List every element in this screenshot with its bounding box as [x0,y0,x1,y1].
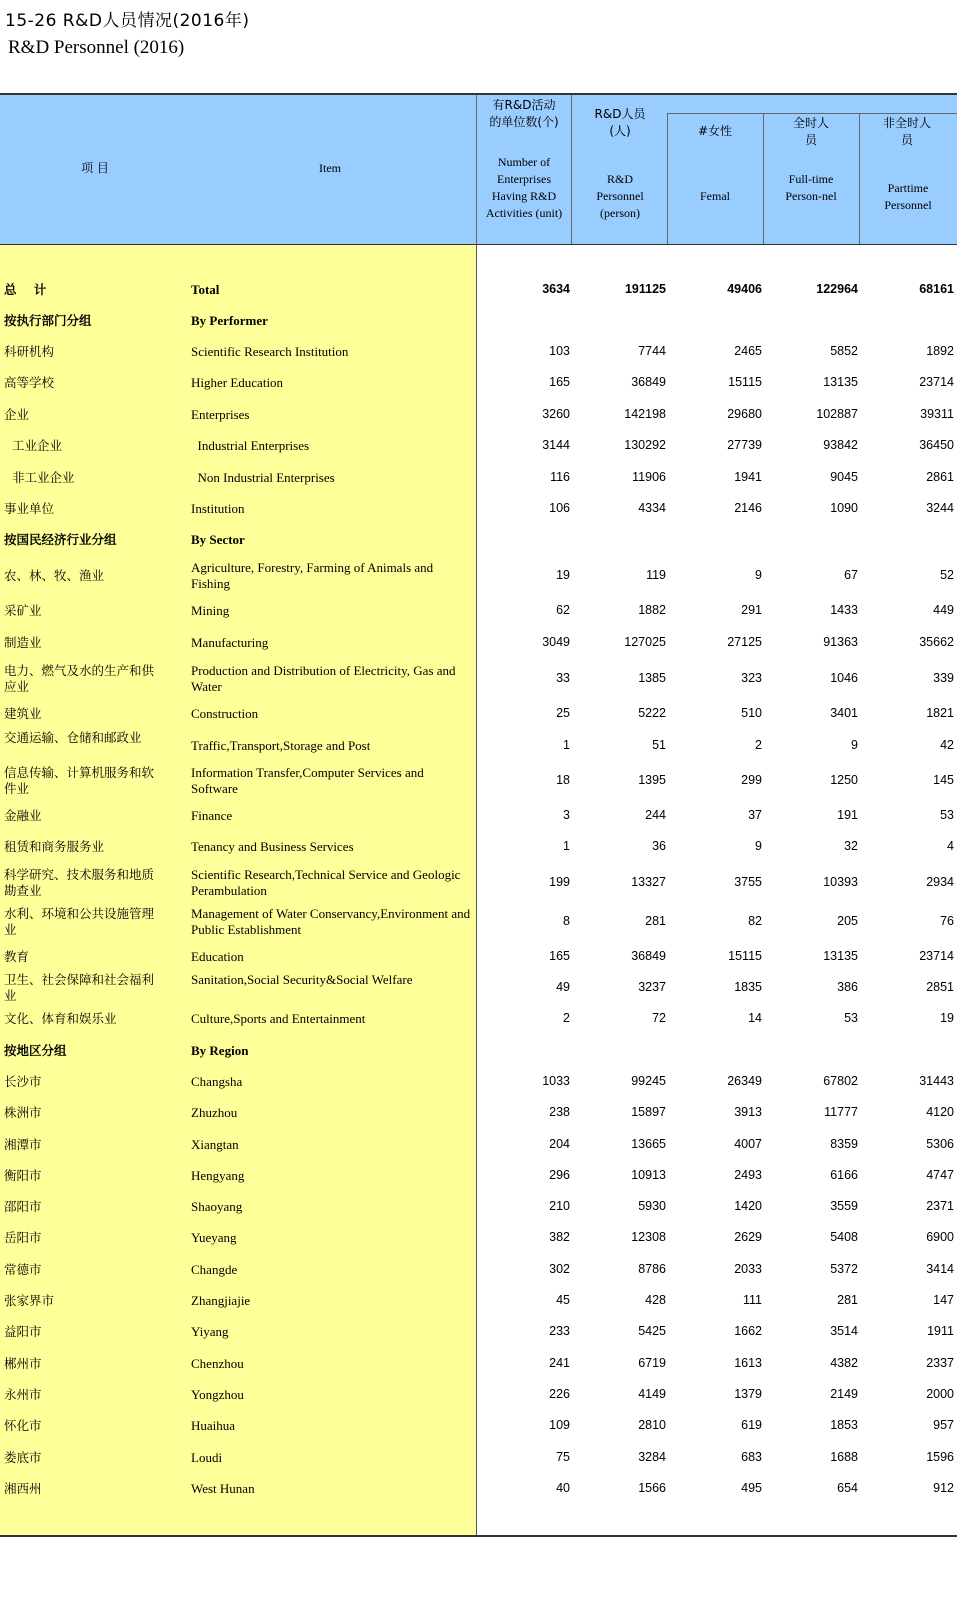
row-label-en: Information Transfer,Computer Services and Software [191,765,424,796]
value-cell: 2000 [926,1387,954,1401]
row-label-en: Enterprises [191,407,250,422]
value-cell: 109 [549,1418,570,1432]
value-cell: 6166 [830,1168,858,1182]
row-label-en: Agriculture, Forestry, Farming of Animals and Fishing [191,560,434,591]
row-label-en: Shaoyang [191,1199,243,1214]
value-cell: 210 [549,1199,570,1213]
row-label-en: Loudi [191,1450,223,1465]
value-cell: 11777 [824,1105,858,1119]
row-label-en: West Hunan [191,1481,255,1496]
value-cell: 4382 [830,1356,858,1370]
value-cell: 102887 [816,407,858,421]
value-cell: 75 [556,1450,570,1464]
value-cell: 1420 [734,1199,762,1213]
value-cell: 1395 [638,773,666,787]
row-label-en: Zhangjiajie [191,1293,251,1308]
value-cell: 5425 [638,1324,666,1338]
value-cell: 299 [741,773,762,787]
value-cell: 8786 [638,1262,666,1276]
value-cell: 18 [556,773,570,787]
value-cell: 36450 [919,438,954,452]
header-col1-en: Number of Enterprises Having R&D Activities (unit) [485,155,563,220]
value-cell: 99245 [631,1074,666,1088]
value-cell: 142198 [624,407,666,421]
value-cell: 204 [549,1137,570,1151]
row-label-en: Changde [191,1262,238,1277]
value-cell: 2851 [926,980,954,994]
value-cell: 1688 [830,1450,858,1464]
value-cell: 15115 [728,949,762,963]
value-cell: 281 [645,914,666,928]
row-label-cn: 高等学校 [4,375,55,390]
value-cell: 1046 [830,671,858,685]
value-cell: 1613 [734,1356,762,1370]
row-label-cn: 电力、燃气及水的生产和供应业 [4,663,155,694]
row-label-en: Tenancy and Business Services [191,839,354,854]
value-cell: 3049 [542,635,570,649]
row-label-cn: 采矿业 [4,603,42,618]
value-cell: 3244 [926,501,954,515]
value-cell: 13665 [631,1137,666,1151]
value-cell: 36 [652,839,666,853]
row-label-en: Xiangtan [191,1137,239,1152]
value-cell: 51 [652,738,666,752]
value-cell: 9 [755,568,762,582]
value-cell: 145 [933,773,954,787]
value-cell: 233 [549,1324,570,1338]
row-label-en: Yueyang [191,1230,237,1245]
row-label-en: Construction [191,706,259,721]
value-cell: 1433 [830,603,858,617]
value-cell: 2 [563,1011,570,1025]
value-cell: 3 [563,808,570,822]
row-label-en: Institution [191,501,245,516]
row-label-cn: 金融业 [4,808,42,823]
row-label-cn: 按国民经济行业分组 [4,532,117,547]
value-cell: 23714 [919,375,954,389]
value-cell: 9 [851,738,858,752]
value-cell: 13135 [823,375,858,389]
value-cell: 4007 [734,1137,762,1151]
value-cell: 4 [947,839,954,853]
value-cell: 323 [741,671,762,685]
value-cell: 4747 [926,1168,954,1182]
value-cell: 13135 [823,949,858,963]
row-label-cn: 制造业 [4,635,42,650]
value-cell: 4334 [638,501,666,515]
row-label-en: Total [191,282,220,297]
value-cell: 2629 [734,1230,762,1244]
value-cell: 19 [940,1011,954,1025]
value-cell: 53 [940,808,954,822]
row-label-en: Scientific Research Institution [191,344,349,359]
value-cell: 53 [844,1011,858,1025]
value-cell: 1379 [734,1387,762,1401]
header-col5-cn: 非全时人 员 [882,116,931,147]
row-label-en: Higher Education [191,375,284,390]
value-cell: 683 [741,1450,762,1464]
value-cell: 6719 [638,1356,666,1370]
value-cell: 654 [837,1481,858,1495]
row-label-cn: 租赁和商务服务业 [4,839,105,854]
header-col4-en: Full-time Person-nel [785,172,837,203]
value-cell: 2465 [734,344,762,358]
header-col3-cn: #女性 [697,124,733,138]
row-label-en: Management of Water Conservancy,Environment and Public Establishment [191,906,471,937]
value-cell: 2371 [926,1199,954,1213]
value-cell: 14 [748,1011,762,1025]
value-cell: 82 [748,914,762,928]
value-cell: 33 [556,671,570,685]
value-cell: 36849 [631,949,666,963]
row-label-en: Non Industrial Enterprises [191,470,335,485]
value-cell: 25 [556,706,570,720]
value-cell: 3559 [830,1199,858,1213]
value-cell: 2861 [926,470,954,484]
value-cell: 5372 [830,1262,858,1276]
row-label-cn: 岳阳市 [4,1230,42,1245]
row-label-en: Yongzhou [191,1387,244,1402]
value-cell: 2149 [830,1387,858,1401]
value-cell: 2033 [734,1262,762,1276]
value-cell: 31443 [919,1074,954,1088]
value-cell: 49 [556,980,570,994]
value-cell: 23714 [919,949,954,963]
row-label-cn: 按地区分组 [4,1043,67,1058]
value-cell: 4149 [638,1387,666,1401]
row-label-cn: 湘潭市 [4,1137,42,1152]
row-label-en: Production and Distribution of Electricity, Gas and Water [191,663,456,694]
value-cell: 19 [556,568,570,582]
header-col3-en: Femal [700,189,730,203]
value-cell: 8 [563,914,570,928]
value-cell: 68161 [919,282,954,296]
value-cell: 106 [549,501,570,515]
value-cell: 1911 [927,1324,954,1338]
value-cell: 1596 [926,1450,954,1464]
value-cell: 3260 [542,407,570,421]
value-cell: 119 [646,568,666,582]
value-cell: 62 [556,603,570,617]
value-cell: 72 [652,1011,666,1025]
row-label-cn: 张家界市 [4,1293,55,1308]
value-cell: 27739 [727,438,762,452]
value-cell: 1892 [926,344,954,358]
row-label-en: Sanitation,Social Security&Social Welfare [191,972,413,987]
row-label-cn: 信息传输、计算机服务和软件业 [4,765,155,796]
value-cell: 3634 [542,282,570,296]
row-label-en: Culture,Sports and Entertainment [191,1011,366,1026]
value-cell: 957 [933,1418,954,1432]
table-header [0,95,957,244]
value-cell: 2934 [926,875,954,889]
row-label-cn: 建筑业 [4,706,42,721]
value-cell: 302 [549,1262,570,1276]
value-cell: 244 [645,808,666,822]
row-label-cn: 株洲市 [4,1105,42,1120]
row-label-en: Traffic,Transport,Storage and Post [191,738,371,753]
row-label-cn: 科学研究、技术服务和地质勘查业 [4,867,155,898]
value-cell: 103 [549,344,570,358]
value-cell: 91363 [823,635,858,649]
row-label-cn: 郴州市 [4,1356,42,1371]
value-cell: 165 [549,949,570,963]
value-cell: 2 [755,738,762,752]
table-bottom-rule [0,1535,957,1537]
row-label-en: Finance [191,808,233,823]
value-cell: 2493 [734,1168,762,1182]
value-cell: 165 [549,375,570,389]
header-item-cn: 项 目 [81,161,109,175]
row-label-cn: 非工业企业 [4,470,75,485]
row-label-cn: 按执行部门分组 [4,313,92,328]
value-cell: 205 [837,914,858,928]
value-cell: 49406 [727,282,762,296]
value-cell: 10393 [823,875,858,889]
row-label-cn: 农、林、牧、渔业 [4,568,105,583]
row-label-cn: 衡阳市 [4,1168,42,1183]
row-label-cn: 常德市 [4,1262,42,1277]
row-label-cn: 交通运输、仓储和邮政业 [4,730,142,745]
value-cell: 11906 [632,470,666,484]
row-label-en: Zhuzhou [191,1105,238,1120]
value-cell: 116 [550,470,570,484]
value-cell: 5306 [926,1137,954,1151]
row-label-en: Changsha [191,1074,243,1089]
value-cell: 111 [742,1293,762,1307]
value-cell: 10913 [631,1168,666,1182]
value-cell: 3913 [734,1105,762,1119]
row-label-en: Industrial Enterprises [191,438,310,453]
value-cell: 26349 [727,1074,762,1088]
row-label-en: Education [191,949,244,964]
row-label-en: Huaihua [191,1418,236,1433]
table-title-cn: 15-26 R&D人员情况(2016年) [5,11,250,31]
header-col5-en: Parttime Personnel [884,181,932,212]
row-label-en: Scientific Research,Technical Service and Geologic Perambulation [191,867,461,898]
value-cell: 9045 [830,470,858,484]
value-cell: 241 [549,1356,570,1370]
row-label-cn: 总 计 [4,282,47,297]
row-label-cn: 湘西州 [4,1481,42,1496]
value-cell: 13327 [631,875,666,889]
value-cell: 1853 [830,1418,858,1432]
value-cell: 15897 [631,1105,666,1119]
header-col1-cn: 有R&D活动的单位数(个) [489,98,559,129]
value-cell: 912 [933,1481,954,1495]
value-cell: 67 [844,568,858,582]
header-col2-en: R&D Personnel (person) [596,172,644,220]
value-cell: 4120 [926,1105,954,1119]
row-label-cn: 事业单位 [4,501,55,516]
value-cell: 1662 [734,1324,762,1338]
row-label-cn: 卫生、社会保障和社会福利业 [4,972,155,1003]
value-cell: 386 [837,980,858,994]
row-label-cn: 娄底市 [4,1450,42,1465]
value-cell: 1941 [734,470,762,484]
row-label-en: By Sector [191,532,245,547]
row-label-en: By Region [191,1043,249,1058]
value-cell: 12308 [631,1230,666,1244]
value-cell: 2337 [926,1356,954,1370]
value-cell: 37 [748,808,762,822]
row-label-cn: 科研机构 [4,344,55,359]
value-cell: 29680 [727,407,762,421]
value-cell: 93842 [823,438,858,452]
value-cell: 7744 [638,344,666,358]
value-cell: 428 [645,1293,666,1307]
row-label-cn: 怀化市 [4,1418,42,1433]
row-label-cn: 工业企业 [4,438,62,453]
value-cell: 226 [549,1387,570,1401]
value-cell: 382 [549,1230,570,1244]
value-cell: 27125 [727,635,762,649]
value-cell: 1821 [926,706,954,720]
value-cell: 130292 [624,438,666,452]
table-title-en: R&D Personnel (2016) [8,37,185,58]
value-cell: 495 [741,1481,762,1495]
value-cell: 199 [549,875,570,889]
row-label-en: Hengyang [191,1168,245,1183]
row-label-en: By Performer [191,313,268,328]
value-cell: 5930 [638,1199,666,1213]
value-cell: 39311 [920,407,954,421]
row-label-en: Yiyang [191,1324,229,1339]
value-cell: 147 [933,1293,954,1307]
value-cell: 52 [940,568,954,582]
value-cell: 1566 [638,1481,666,1495]
value-cell: 40 [556,1481,570,1495]
value-cell: 3401 [830,706,858,720]
value-cell: 3514 [830,1324,858,1338]
value-cell: 291 [741,603,762,617]
value-cell: 3414 [926,1262,954,1276]
row-label-cn: 企业 [4,407,30,422]
value-cell: 1385 [638,671,666,685]
value-cell: 9 [755,839,762,853]
value-cell: 8359 [830,1137,858,1151]
value-cell: 3755 [734,875,762,889]
row-label-cn: 永州市 [4,1387,42,1402]
row-label-cn: 邵阳市 [4,1199,42,1214]
value-cell: 2146 [734,501,762,515]
value-cell: 67802 [823,1074,858,1088]
column-separator [476,245,477,1535]
row-label-cn: 长沙市 [4,1074,42,1089]
value-cell: 296 [549,1168,570,1182]
value-cell: 15115 [728,375,762,389]
value-cell: 1 [563,738,570,752]
value-cell: 32 [844,839,858,853]
row-label-cn: 教育 [4,949,30,964]
value-cell: 1882 [638,603,666,617]
value-cell: 3144 [542,438,570,452]
value-cell: 510 [741,706,762,720]
row-label-en: Manufacturing [191,635,269,650]
value-cell: 619 [741,1418,762,1432]
value-cell: 1835 [734,980,762,994]
value-cell: 122964 [816,282,858,296]
header-item-en: Item [319,161,341,175]
value-cell: 5222 [638,706,666,720]
value-cell: 1033 [542,1074,570,1088]
row-label-cn: 文化、体育和娱乐业 [4,1011,117,1026]
row-label-en: Chenzhou [191,1356,244,1371]
value-cell: 76 [940,914,954,928]
value-cell: 1090 [830,501,858,515]
value-cell: 191125 [624,282,666,296]
value-cell: 339 [933,671,954,685]
value-cell: 281 [837,1293,858,1307]
row-label-cn: 水利、环境和公共设施管理业 [4,906,155,937]
value-cell: 45 [556,1293,570,1307]
value-cell: 238 [549,1105,570,1119]
value-cell: 5852 [830,344,858,358]
value-cell: 3237 [638,980,666,994]
value-cell: 1 [563,839,570,853]
row-label-cn: 益阳市 [4,1324,42,1339]
value-cell: 1250 [830,773,858,787]
value-cell: 127025 [624,635,666,649]
value-cell: 191 [837,808,858,822]
header-col2-cn: R&D人员(人) [594,107,646,138]
value-cell: 36849 [631,375,666,389]
value-cell: 42 [940,738,954,752]
value-cell: 449 [933,603,954,617]
value-cell: 3284 [638,1450,666,1464]
value-cell: 2810 [638,1418,666,1432]
header-col4-cn: 全时人员 [792,116,829,147]
value-cell: 5408 [830,1230,858,1244]
value-cell: 35662 [919,635,954,649]
row-label-en: Mining [191,603,230,618]
value-cell: 6900 [926,1230,954,1244]
